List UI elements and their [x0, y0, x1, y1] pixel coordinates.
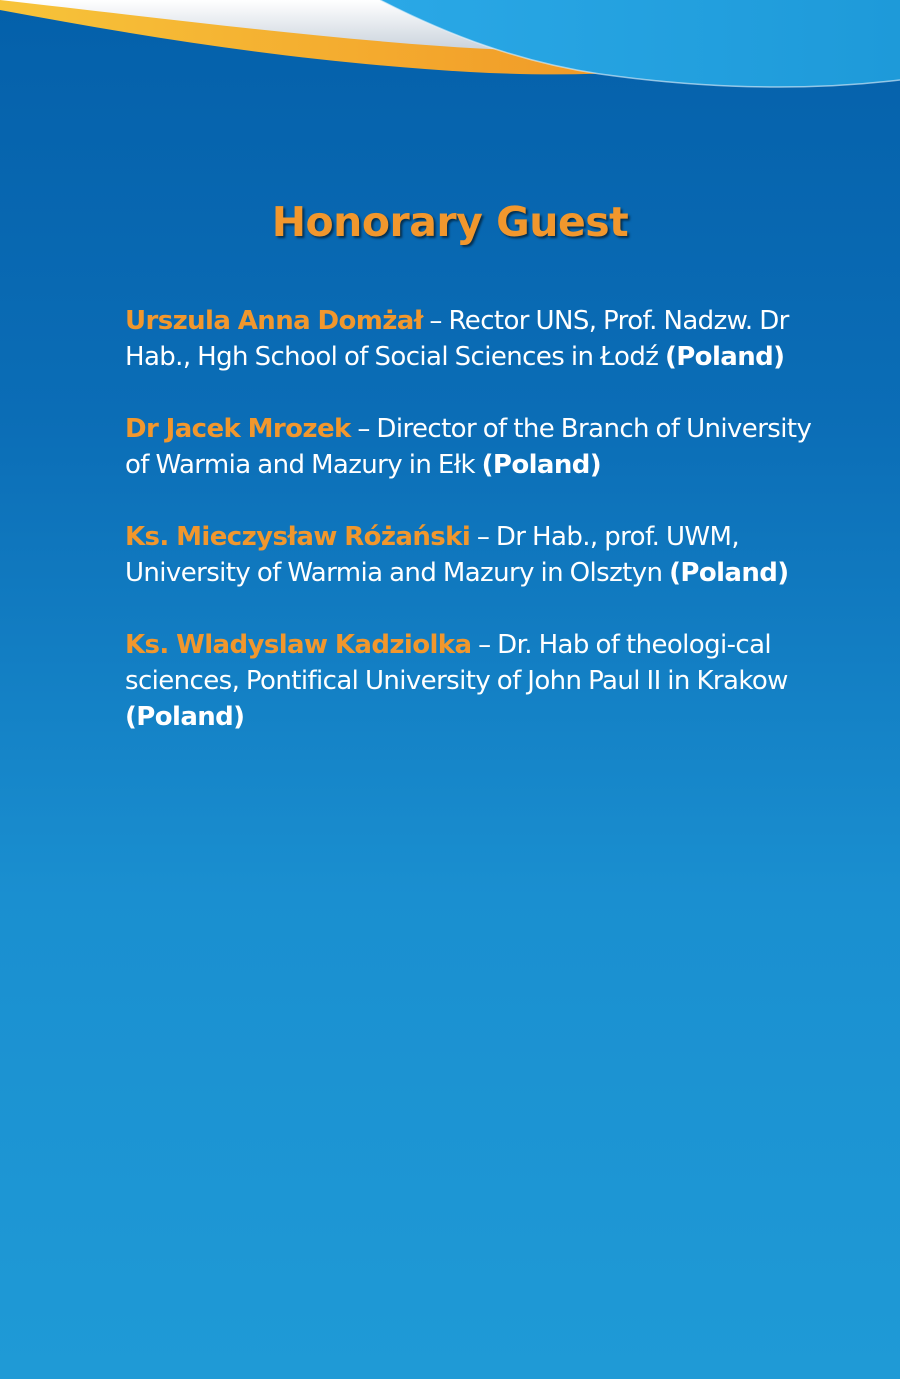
guest-description: – Rector UNS, Prof. Nadzw. Dr Hab., Hgh School of Social Sciences in Łodź: [125, 306, 789, 372]
honorary-guest-list: [125, 303, 830, 771]
page-title: Honorary Guest: [271, 198, 629, 246]
guest-name: Ks. Wladyslaw Kadziolka: [125, 630, 472, 660]
header-swoosh-decoration: [0, 0, 900, 120]
guest-name: Dr Jacek Mrozek: [125, 414, 351, 444]
guest-description: – Dr Hab., prof. UWM, University of Warmia and Mazury in Olsztyn: [125, 522, 739, 588]
guest-name: Ks. Mieczysław Różański: [125, 522, 471, 552]
guest-entry: [125, 519, 830, 591]
guest-entry: [125, 627, 830, 735]
guest-name: Urszula Anna Domżał: [125, 306, 423, 336]
guest-entry: [125, 303, 830, 375]
guest-entry: [125, 411, 830, 483]
guest-country: (Poland): [481, 450, 602, 480]
guest-country: (Poland): [664, 342, 785, 372]
guest-description: – Director of the Branch of University of Warmia and Mazury in Ełk: [125, 414, 812, 480]
guest-country: (Poland): [669, 558, 789, 588]
guest-description: – Dr. Hab of theologi-cal sciences, Pontifical University of John Paul II in Krakow: [125, 630, 788, 696]
guest-country: (Poland): [125, 702, 245, 732]
